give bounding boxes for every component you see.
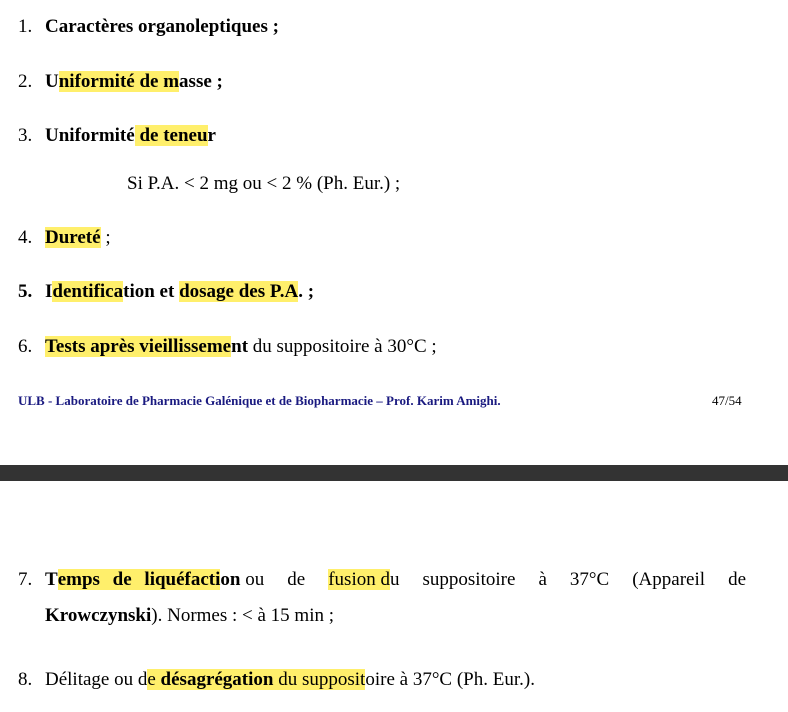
item-text: ou [240, 569, 265, 590]
item-text: du suppositoire à 30°C ; [248, 336, 437, 357]
item-text: asse ; [179, 71, 223, 92]
list-item-3 [18, 124, 216, 148]
item-text: (Appareil [632, 569, 706, 590]
highlighted-text: Dureté [45, 227, 101, 248]
list-item-4 [18, 226, 111, 250]
highlighted-text: dosage des P.A [179, 281, 299, 302]
item-number: 5. [18, 281, 33, 302]
list-item-2 [18, 70, 223, 94]
highlighted-text: fusion d [328, 569, 390, 590]
item-text: de [287, 569, 306, 590]
highlighted-text: de teneu [134, 125, 208, 146]
list-item-8 [18, 668, 535, 692]
highlighted-text: Tests après vieillisseme [45, 336, 232, 357]
page-separator [0, 465, 788, 481]
item-text: Caractères organoleptiques ; [45, 16, 279, 37]
highlighted-text: niformité de m [58, 71, 180, 92]
item-text: . ; [298, 281, 315, 302]
highlighted-text [147, 669, 365, 690]
item-number: 3. [18, 125, 33, 146]
item-text: r [207, 125, 216, 146]
item-text: de [728, 569, 746, 590]
item-text: Krowczynski [45, 605, 152, 626]
item-text: à [538, 569, 547, 590]
item-text: oire à 37°C (Ph. Eur.). [365, 669, 535, 690]
item-text: Uniformité [45, 125, 135, 146]
item-text: tion et [123, 281, 180, 302]
item-text: e [147, 669, 161, 690]
item-text: ; [100, 227, 111, 248]
item-text: U [45, 71, 59, 92]
slide-footer: ULB - Laboratoire de Pharmacie Galénique et de Biopharmacie – Prof. Karim Amighi. [18, 393, 501, 408]
item-number: 4. [18, 227, 33, 248]
page-number: 47/54 [712, 393, 742, 408]
list-item-5 [18, 280, 314, 304]
list-subitem: Si P.A. < 2 mg ou < 2 % (Ph. Eur.) ; [127, 173, 401, 194]
item-text: ). Normes : < à 15 min ; [151, 605, 335, 626]
item-text: Délitage ou d [45, 669, 148, 690]
item-text: on [220, 569, 241, 590]
item-text: 37°C [569, 569, 610, 590]
item-text: suppositoire [422, 569, 516, 590]
item-text: T [45, 569, 58, 590]
list-item-6 [18, 335, 437, 359]
highlighted-text: dentifica [52, 281, 124, 302]
item-text: du supposit [273, 669, 366, 690]
item-number: 7. [18, 569, 33, 590]
slide-page-48 [0, 481, 788, 712]
item-text: I [45, 281, 53, 302]
item-text: nt [231, 336, 249, 357]
item-number: 6. [18, 336, 33, 357]
list-item-7 [18, 568, 746, 628]
list-item-1 [18, 15, 279, 39]
item-text: u [389, 569, 400, 590]
item-number: 1. [18, 16, 33, 37]
highlighted-text: emps de liquéfacti [57, 569, 221, 590]
item-text: désagrégation [160, 669, 274, 690]
item-number: 8. [18, 669, 33, 690]
item-number: 2. [18, 71, 33, 92]
